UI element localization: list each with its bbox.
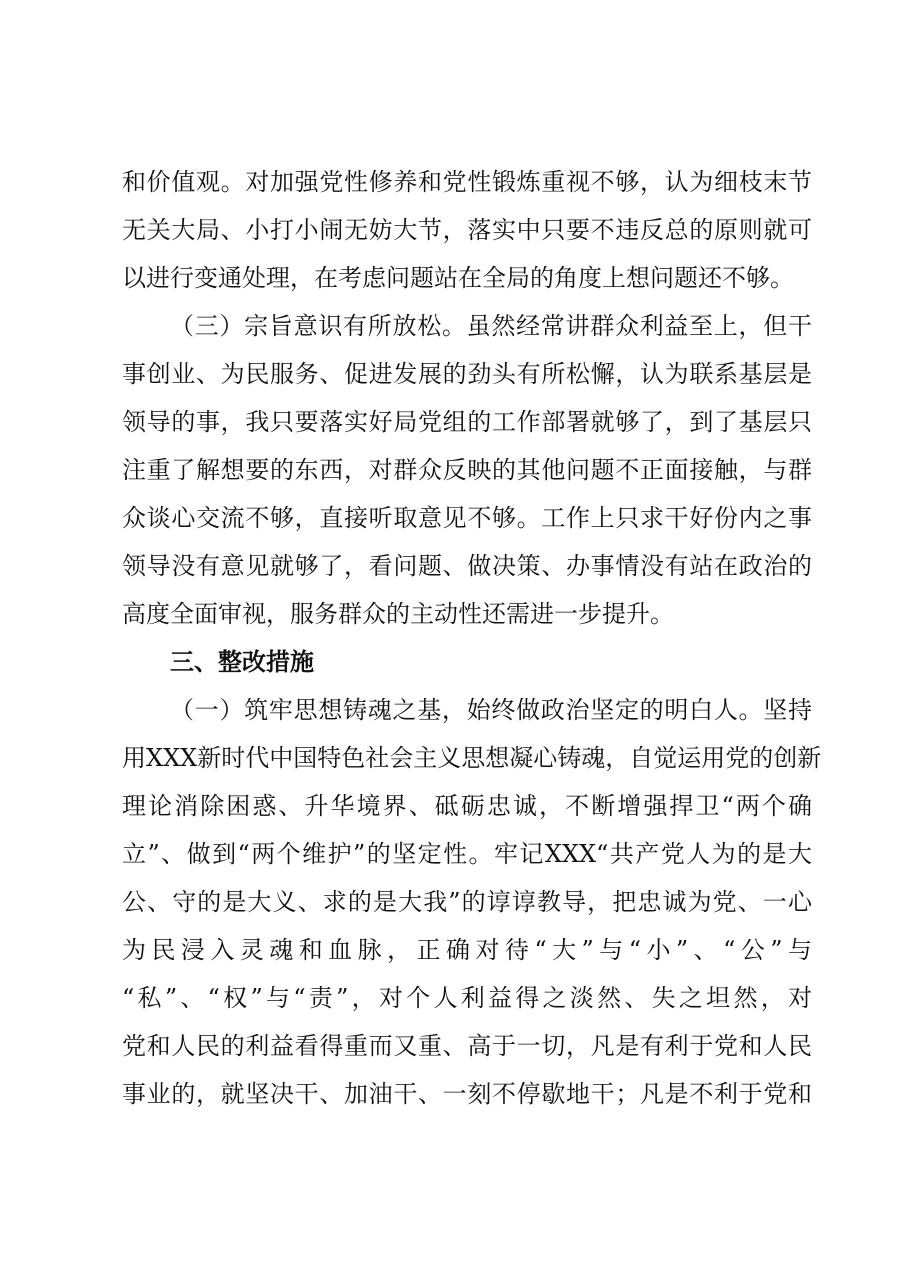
section-heading: 三、整改措施 (170, 648, 314, 676)
text-line: 党和人民的利益看得重而又重、高于一切，凡是有利于党和人民 (122, 1032, 812, 1060)
text-line: 用XXX新时代中国特色社会主义思想凝心铸魂，自觉运用党的创新 (122, 744, 822, 772)
text-line: 领导的事，我只要落实好局党组的工作部署就够了，到了基层只 (122, 408, 812, 436)
text-line: 众谈心交流不够，直接听取意见不够。工作上只求干好份内之事 (122, 504, 812, 532)
document-body (122, 158, 822, 1118)
text-line: 高度全面审视，服务群众的主动性还需进一步提升。 (122, 600, 674, 628)
text-line: 注重了解想要的东西，对群众反映的其他问题不正面接触，与群 (122, 456, 812, 484)
text-line: 无关大局、小打小闹无妨大节，落实中只要不违反总的原则就可 (122, 216, 812, 244)
text-line: 事创业、为民服务、促进发展的劲头有所松懈，认为联系基层是 (122, 360, 812, 388)
section-heading-rectification (122, 638, 812, 686)
text-line: （三）宗旨意识有所放松。虽然经常讲群众利益至上，但干 (170, 312, 812, 340)
text-line: 领导没有意见就够了，看问题、做决策、办事情没有站在政治的 (122, 552, 812, 580)
text-line: 为民浸入灵魂和血脉，正确对待“大”与“小”、“公”与 (122, 936, 812, 964)
text-line: （一）筑牢思想铸魂之基，始终做政治坚定的明白人。坚持 (170, 696, 812, 724)
paragraph-purpose-awareness (122, 302, 812, 638)
paragraph-values (122, 158, 812, 302)
text-line: “私”、“权”与“责”，对个人利益得之淡然、失之坦然，对 (122, 984, 812, 1012)
text-line: 公、守的是大义、求的是大我”的谆谆教导，把忠诚为党、一心 (122, 888, 812, 916)
text-line: 立”、做到“两个维护”的坚定性。牢记XXX“共产党人为的是大 (122, 840, 812, 868)
text-line: 理论消除困惑、升华境界、砥砺忠诚，不断增强捍卫“两个确 (122, 792, 812, 820)
text-line: 和价值观。对加强党性修养和党性锻炼重视不够，认为细枝末节 (122, 168, 812, 196)
text-line: 事业的，就坚决干、加油干、一刻不停歇地干；凡是不利于党和 (122, 1080, 812, 1108)
paragraph-ideological-foundation (122, 686, 822, 1118)
text-line: 以进行变通处理，在考虑问题站在全局的角度上想问题还不够。 (122, 264, 794, 292)
